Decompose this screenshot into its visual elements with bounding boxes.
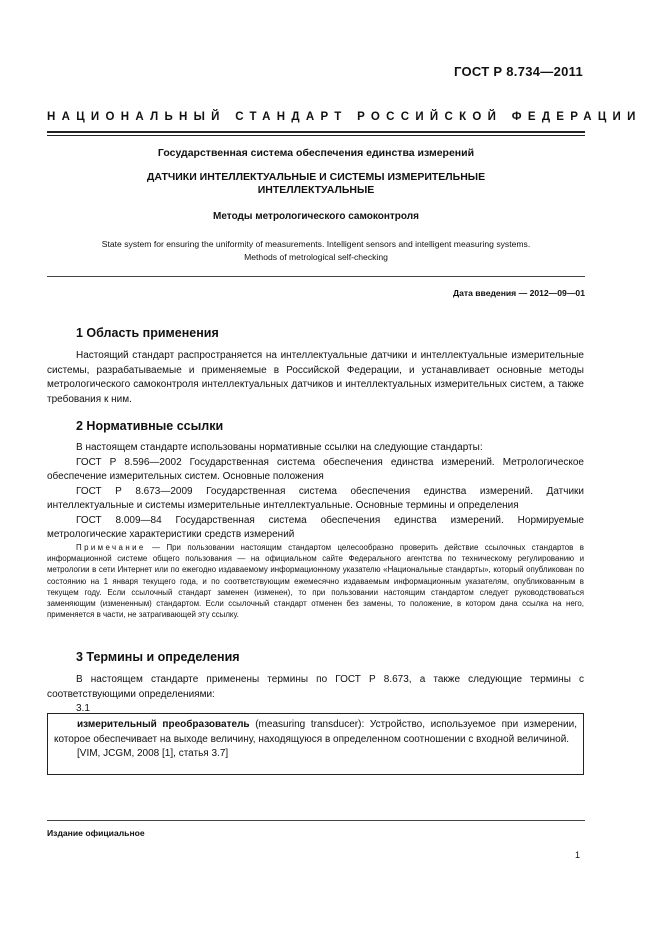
- note-block: [47, 542, 584, 620]
- document-code: ГОСТ Р 8.734—2011: [453, 64, 583, 79]
- term-number: 3.1: [76, 703, 90, 714]
- edition-label: Издание официальное: [47, 828, 145, 838]
- english-title-line2: Methods of metrological self-checking: [244, 252, 388, 262]
- subtitle: Методы метрологического самоконтроля: [213, 211, 419, 222]
- title-rule: [47, 276, 585, 277]
- note-label: Примечание: [76, 543, 146, 552]
- section-1-body: [47, 349, 584, 407]
- note-paragraph: [47, 542, 584, 620]
- reference-item: ГОСТ Р 8.596—2002 Государственная система обеспечения единства измерений. Метрологическое обеспечение измерительных систем. Основные положения: [47, 456, 584, 482]
- term-entry: [54, 718, 577, 747]
- page-number: 1: [574, 850, 580, 860]
- section-2-body: [47, 441, 584, 543]
- english-title-line1: State system for ensuring the uniformity of measurements. Intelligent sensors and intelligent measuring systems.: [101, 239, 531, 249]
- section-2-heading: 2 Нормативные ссылки: [76, 419, 224, 433]
- main-title-line1: ДАТЧИКИ ИНТЕЛЛЕКТУАЛЬНЫЕ И СИСТЕМЫ ИЗМЕРИТЕЛЬНЫЕ: [146, 171, 486, 183]
- section-3-heading: 3 Термины и определения: [76, 650, 240, 664]
- term-definition-box: [47, 713, 584, 775]
- term-name: измерительный преобразователь: [77, 719, 250, 730]
- section-3-body: [47, 673, 584, 717]
- reference-item: ГОСТ 8.009—84 Государственная система обеспечения единства измерений. Нормируемые метрологические характеристики средств измерений: [47, 514, 584, 540]
- section-1-heading: 1 Область применения: [76, 326, 219, 340]
- system-title: Государственная система обеспечения единства измерений: [157, 147, 475, 159]
- introduction-date: Дата введения — 2012—09—01: [452, 288, 585, 298]
- footer-rule: [47, 820, 585, 821]
- header-rule-thick: [47, 131, 585, 133]
- main-title-line2: ИНТЕЛЛЕКТУАЛЬНЫЕ: [257, 184, 375, 196]
- term-definition: Устройство, используемое при измерении, которое обеспечивает на выходе величину, находящуюся в определенном соотношении с входной величиной.: [54, 719, 578, 745]
- note-text: — При пользовании настоящим стандартом целесообразно проверить действие ссылочных стандартов в информационной системе общего пользования — на официальном сайте Федерального агентства по техническому регулированию и метрологии в сети Интернет или по ежегодно издаваемому информационному указателю «Национальные стандарты», который опубликован по состоянию на 1 января текущего года, и по соответствующим ежемесячно издаваемым информационным указателям, опубликованным в текущем году. Если ссылочный стандарт заменен (изменен), то при пользовании настоящим стандартом следует руководствоваться заменяющим (измененным) стандартом. Если ссылочный стандарт отменен без замены, то положение, в котором дана ссылка на него, применяется в части, не затрагивающей эту ссылку.: [47, 543, 584, 620]
- english-title: [47, 238, 585, 264]
- standard-title: НАЦИОНАЛЬНЫЙ СТАНДАРТ РОССИЙСКОЙ ФЕДЕРАЦИИ: [47, 111, 642, 123]
- term-english: (measuring transducer):: [249, 719, 365, 730]
- term-source: [VIM, JCGM, 2008 [1], статья 3.7]: [77, 748, 229, 759]
- main-title: [47, 171, 585, 197]
- section-2-intro: В настоящем стандарте использованы нормативные ссылки на следующие стандарты:: [76, 442, 483, 453]
- header-rule-thin: [47, 135, 585, 136]
- reference-item: ГОСТ Р 8.673—2009 Государственная система обеспечения единства измерений. Датчики интеллектуальные и системы измерительные интеллектуальные. Основные термины и определения: [47, 485, 584, 511]
- section-1-paragraph: Настоящий стандарт распространяется на интеллектуальные датчики и интеллектуальные измерительные системы, разрабатываемые и применяемые в Российской Федерации, и устанавливает основные методы метрологического самоконтроля интеллектуальных датчиков и интеллектуальных измерительных систем, а также требования к ним.: [47, 350, 584, 405]
- section-3-intro: В настоящем стандарте применены термины по ГОСТ Р 8.673, а также следующие термины с соответствующими определениями:: [47, 674, 584, 700]
